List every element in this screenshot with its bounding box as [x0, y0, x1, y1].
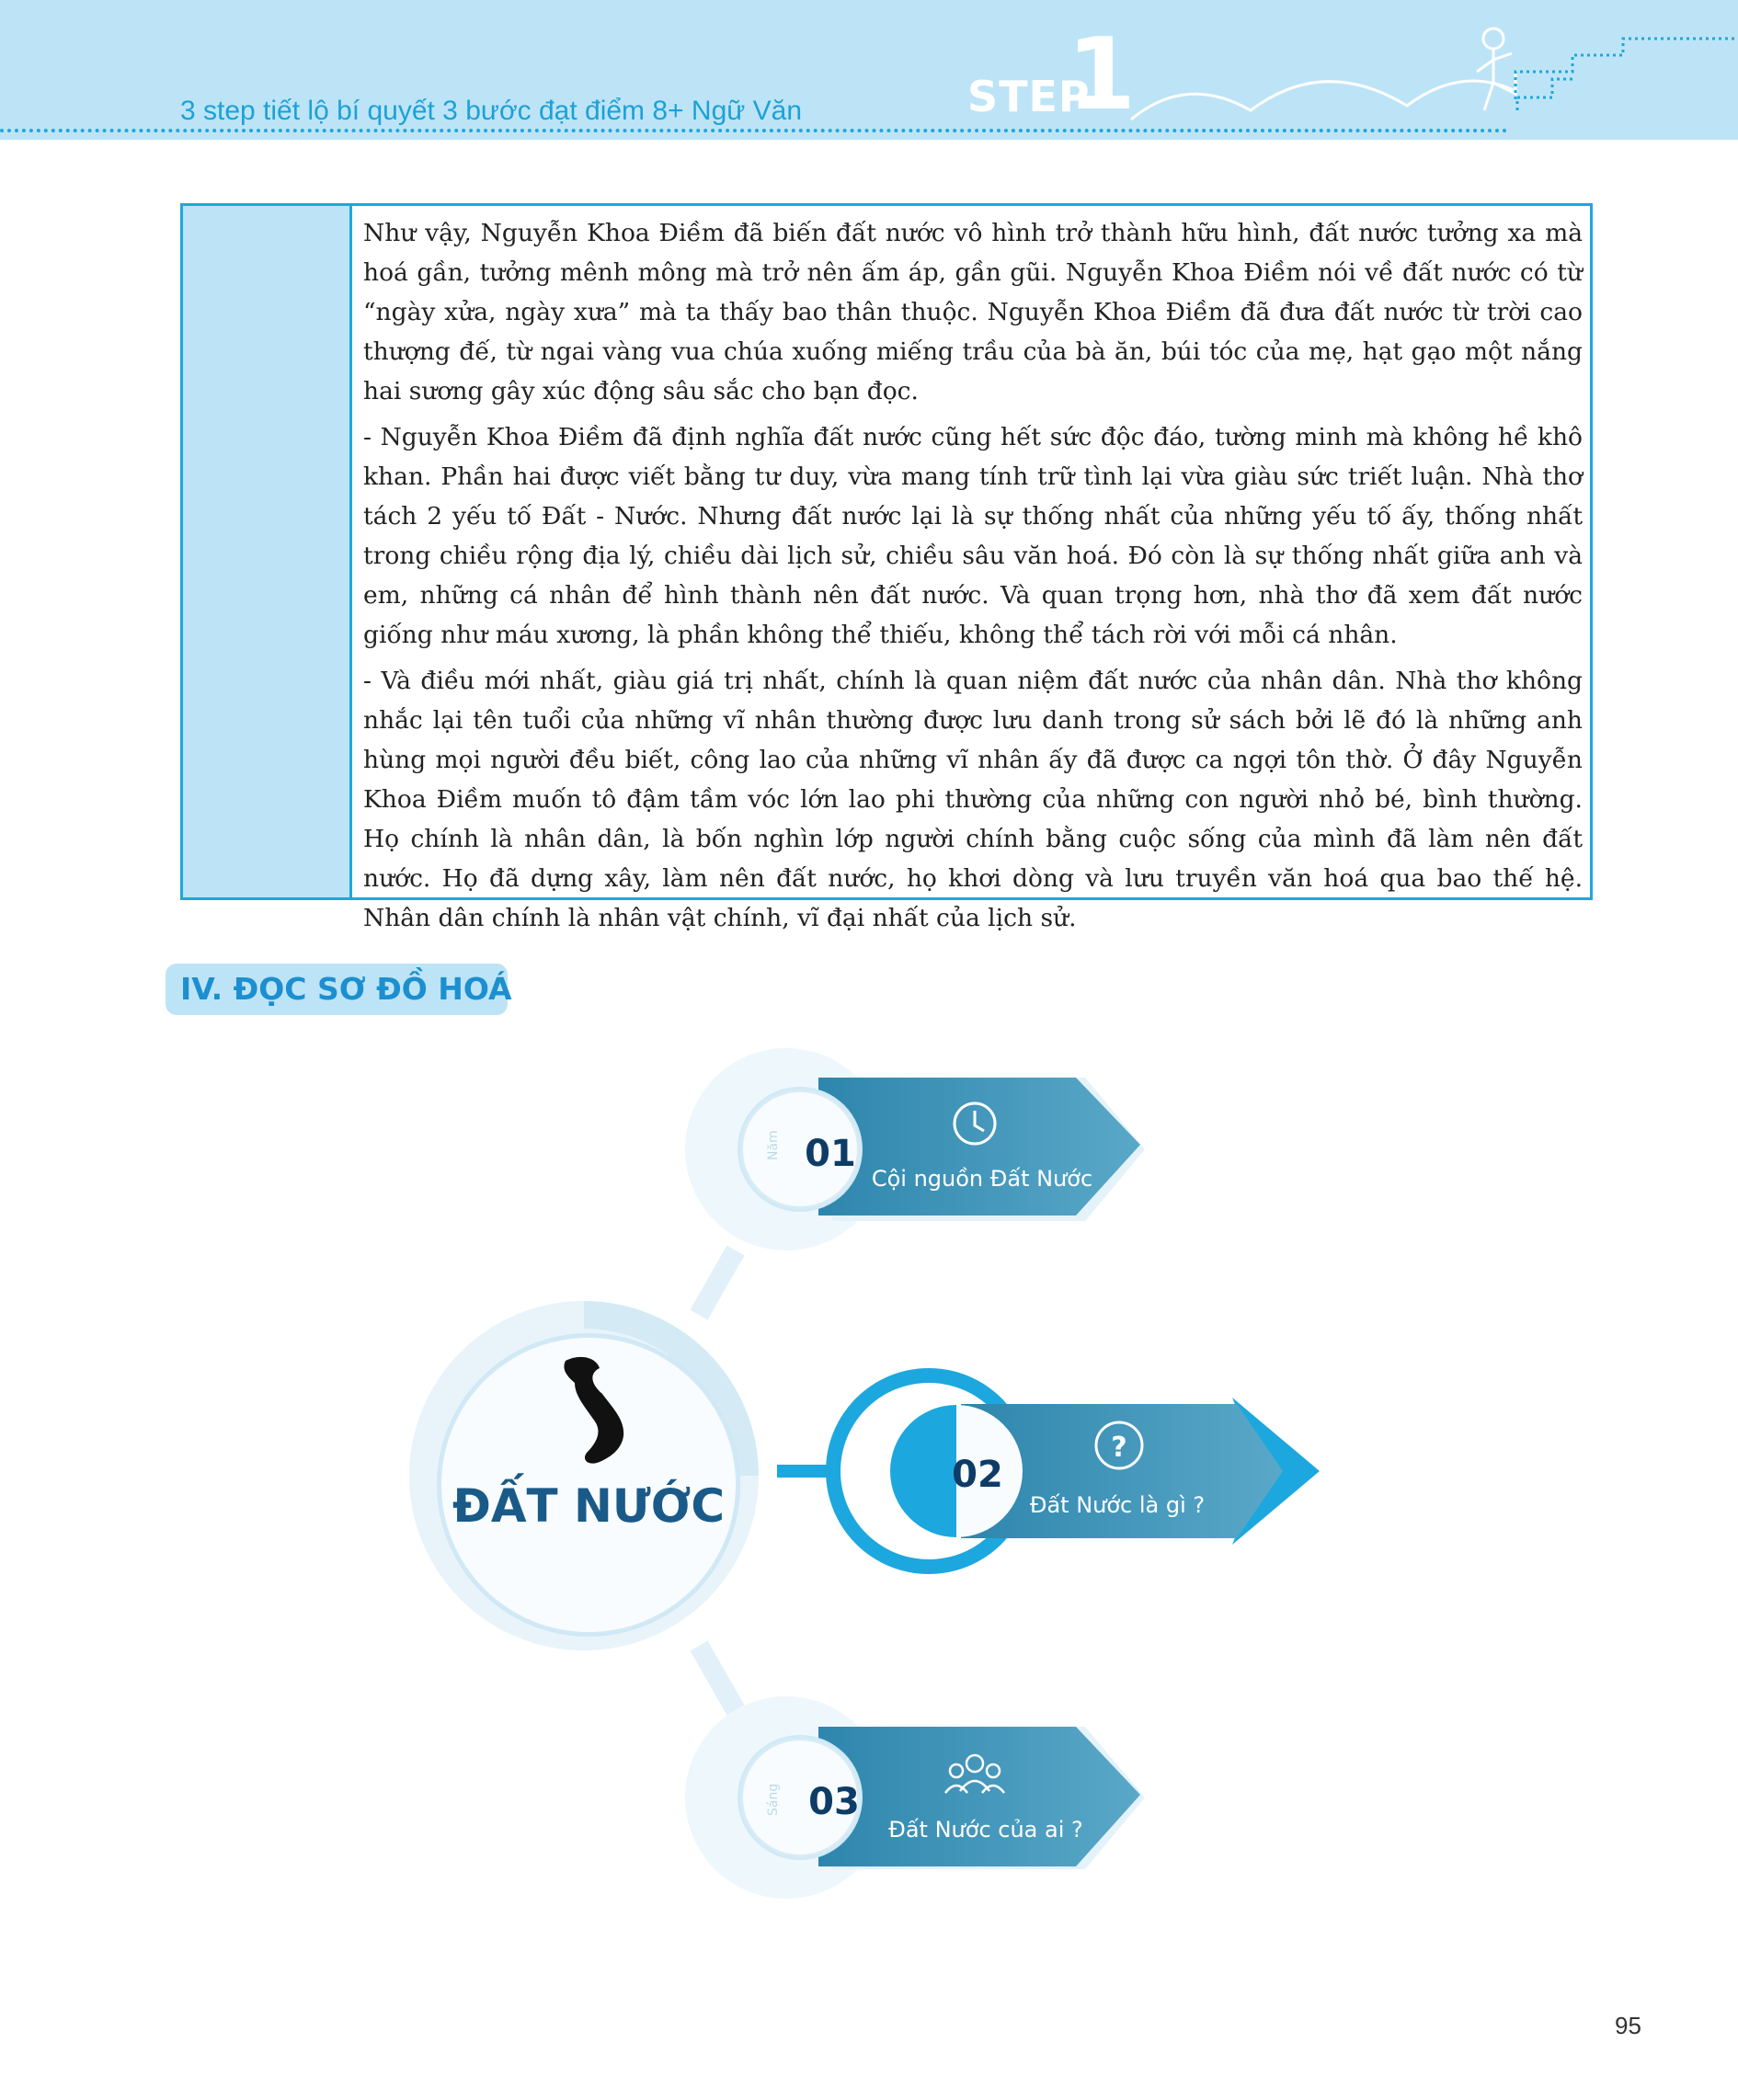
node-number: 01: [805, 1133, 856, 1175]
paragraph: - Nguyễn Khoa Điềm đã định nghĩa đất nước cũng hết sức độc đáo, tường minh mà không hề khô khan. Phần hai được viết bằng tư duy, vừa mang tính trữ tình lại vừa giàu sức triết luận. Nhà thơ tách 2 yếu tố Đất - Nước. Nhưng đất nước lại là sự thống nhất của những yếu tố ấy, thống nhất trong chiều rộng địa lý, chiều dài lịch sử, chiều sâu văn hoá. Đó còn là sự thống nhất giữa anh và em, những cá nhân để hình thành nên đất nước. Và quan trọng hơn, nhà thơ đã xem đất nước giống như máu xương, là phần không thể thiếu, không thể tách rời với mỗi cá nhân.: [363, 423, 1583, 649]
node-label: Đất Nước là gì ?: [1029, 1492, 1206, 1518]
table-left-cell: [183, 206, 352, 897]
table-text-cell: [363, 213, 1583, 944]
mind-map-diagram: [0, 1002, 1738, 1977]
node-03: [685, 1696, 1145, 1899]
node-number: 02: [952, 1454, 1003, 1496]
node-02: [826, 1368, 1320, 1574]
center-node: [409, 1301, 759, 1650]
node-side-text: Sáng: [766, 1783, 781, 1816]
analysis-table: [180, 203, 1593, 932]
step-label: STEP: [967, 72, 1091, 121]
node-number: 03: [808, 1781, 860, 1823]
center-label: ĐẤT NƯỚC: [452, 1479, 726, 1533]
page-number: 95: [1615, 2012, 1641, 2039]
walking-figure-illustration: [1113, 18, 1738, 138]
node-side-text: Năm: [766, 1130, 781, 1160]
paragraph: - Và điều mới nhất, giàu giá trị nhất, chính là quan niệm đất nước của nhân dân. Nhà thơ không nhắc lại tên tuổi của những vĩ nhân thường được lưu danh trong sử sách bởi lẽ đó là những anh hùng mọi người đều biết, công lao của những vĩ nhân ấy đã được ca ngợi tôn thờ. Ở đây Nguyễn Khoa Điềm muốn tô đậm tầm vóc lớn lao phi thường của những con người nhỏ bé, bình thường. Họ chính là nhân dân, là bốn nghìn lớp người chính bằng cuộc sống của mình đã làm nên đất nước. Họ đã dựng xây, làm nên đất nước, họ khơi dòng và lưu truyền văn hoá qua bao thế hệ. Nhân dân chính là nhân vật chính, vĩ đại nhất của lịch sử.: [363, 667, 1583, 932]
header-banner: [0, 0, 1738, 140]
node-label: Đất Nước của ai ?: [888, 1817, 1083, 1843]
svg-text:?: ?: [1111, 1432, 1127, 1464]
step-number: 1: [1067, 17, 1137, 132]
header-title: 3 step tiết lộ bí quyết 3 bước đạt điểm 8+ Ngữ Văn: [180, 96, 803, 126]
node-01: [685, 1048, 1145, 1250]
node-label: Cội nguồn Đất Nước: [871, 1166, 1093, 1192]
paragraph: Như vậy, Nguyễn Khoa Điềm đã biến đất nước vô hình trở thành hữu hình, đất nước tưởng xa mà hoá gần, tưởng mênh mông mà trở nên ấm áp, gần gũi. Nguyễn Khoa Điềm nói về đất nước có từ “ngày xửa, ngày xưa” mà ta thấy bao thân thuộc. Nguyễn Khoa Điềm đã đưa đất nước từ trời cao thượng đế, từ ngai vàng vua chúa xuống miếng trầu của bà ăn, búi tóc của mẹ, hạt gạo một nắng hai sương gây xúc động sâu sắc cho bạn đọc.: [363, 219, 1583, 405]
section-heading: IV. ĐỌC SƠ ĐỒ HOÁ: [166, 964, 508, 1015]
header-dotted-line: [0, 129, 1508, 132]
